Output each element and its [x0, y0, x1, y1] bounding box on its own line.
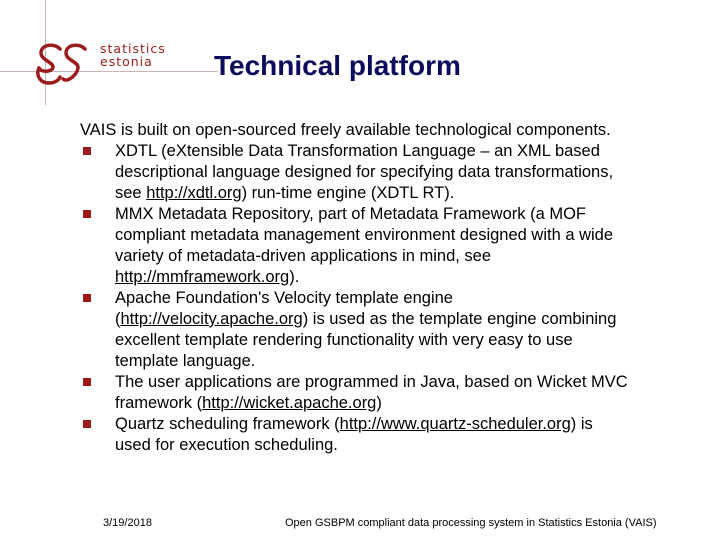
logo-wordmark: [100, 42, 166, 68]
bullet-xdtl: [80, 141, 700, 204]
bullet-list: [80, 141, 700, 456]
text-fragment: ) is used as the template engine combining: [302, 310, 617, 328]
bullet-line: variety of metadata-driven applications in mind, see: [115, 247, 492, 265]
bullet-line: [115, 267, 700, 288]
bullet-line: [115, 183, 700, 204]
bullet-quartz: [80, 414, 700, 456]
bullet-velocity: [80, 288, 700, 372]
bullet-mmx: [80, 204, 700, 288]
square-bullet-icon: [83, 294, 91, 302]
text-fragment: see: [115, 184, 147, 202]
logo-line-statistics: statistics: [100, 41, 166, 56]
intro-text: VAIS is built on open-sourced freely available technological components.: [80, 121, 611, 139]
mmframework-link[interactable]: http://mmframework.org: [115, 268, 290, 286]
bullet-line: template language.: [115, 352, 256, 370]
text-fragment: Quartz scheduling framework (: [115, 415, 340, 433]
bullet-line: MMX Metadata Repository, part of Metadata Framework (a MOF: [115, 205, 587, 223]
bullet-line: descriptional language designed for specifying data transformations,: [115, 163, 614, 181]
bullet-line: [115, 309, 700, 330]
bullet-line: XDTL (eXtensible Data Transformation Language – an XML based: [115, 142, 600, 160]
velocity-link[interactable]: http://velocity.apache.org: [120, 310, 303, 328]
bullet-line: excellent template rendering functionality with very easy to use: [115, 331, 573, 349]
text-fragment: ): [376, 394, 382, 412]
text-fragment: ) is: [570, 415, 593, 433]
statistics-estonia-logo-icon: [33, 39, 93, 91]
wicket-link[interactable]: http://wicket.apache.org: [202, 394, 377, 412]
square-bullet-icon: [83, 420, 91, 428]
bullet-line: [115, 393, 700, 414]
square-bullet-icon: [83, 378, 91, 386]
xdtl-link[interactable]: http://xdtl.org: [146, 184, 242, 202]
bullet-line: [115, 414, 700, 435]
square-bullet-icon: [83, 147, 91, 155]
logo-line-estonia: estonia: [100, 54, 153, 69]
footer-caption: Open GSBPM compliant data processing system in Statistics Estonia (VAIS): [285, 517, 657, 529]
bullet-line: The user applications are programmed in Java, based on Wicket MVC: [115, 373, 628, 391]
text-fragment: ).: [289, 268, 300, 286]
bullet-line: Apache Foundation's Velocity template engine: [115, 289, 453, 307]
bullet-java-wicket: [80, 372, 700, 414]
bullet-line: compliant metadata management environment designed with a wide: [115, 226, 614, 244]
text-fragment: ) run-time engine (XDTL RT).: [241, 184, 455, 202]
text-fragment: framework (: [115, 394, 203, 412]
footer-date: 3/19/2018: [103, 517, 152, 529]
text-fragment: (: [115, 310, 121, 328]
bullet-line: used for execution scheduling.: [115, 436, 338, 454]
slide-body: [80, 120, 700, 456]
square-bullet-icon: [83, 210, 91, 218]
slide-title: Technical platform: [214, 50, 461, 81]
quartz-link[interactable]: http://www.quartz-scheduler.org: [339, 415, 571, 433]
